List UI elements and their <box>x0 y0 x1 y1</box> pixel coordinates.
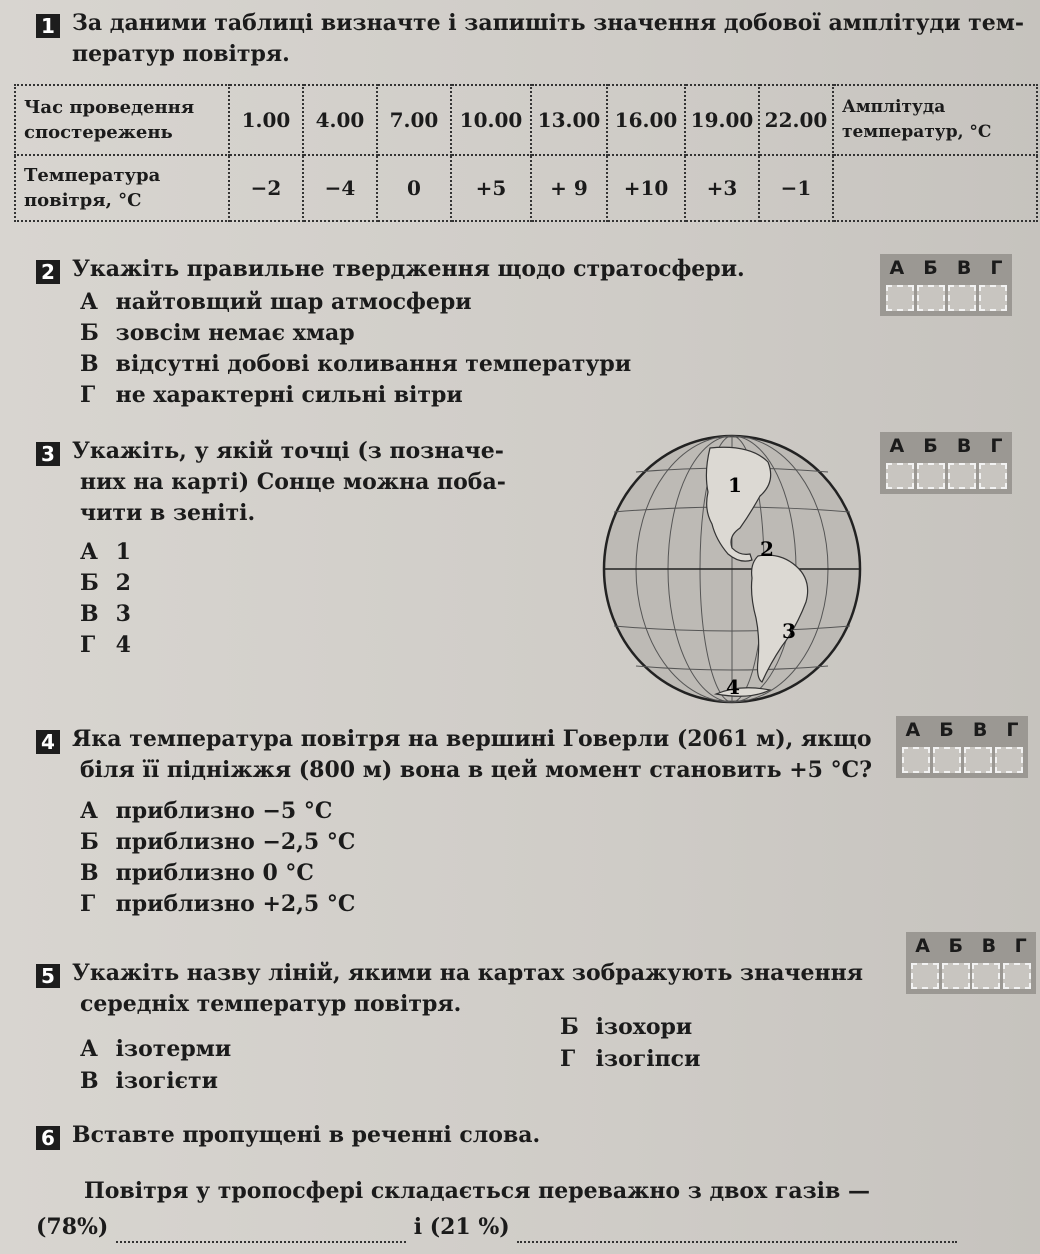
time-cell: 19.00 <box>685 85 759 155</box>
option-a[interactable]: А ізотерми <box>80 1036 232 1062</box>
option-c[interactable]: В приблизно 0 °C <box>80 860 314 886</box>
option-a[interactable]: А приблизно −5 °C <box>80 798 333 824</box>
option-a[interactable]: А найтовщий шар атмосфери <box>80 289 472 315</box>
answer-box-c[interactable] <box>948 285 976 311</box>
time-cell: 10.00 <box>451 85 531 155</box>
option-b[interactable]: Б зовсім немає хмар <box>80 320 355 346</box>
option-b[interactable]: Б 2 <box>80 570 131 596</box>
temp-cell: + 9 <box>531 155 607 221</box>
blank-gas-2[interactable] <box>517 1219 957 1243</box>
time-cell: 22.00 <box>759 85 833 155</box>
table-row-times <box>15 85 1037 155</box>
question-3: 3 Укажіть, у якій точці (з позначе- них на карті) Сонце можна поба- чити в зеніті. А 1 Б 2 В 3 Г 4 <box>36 436 506 661</box>
percent-78: (78%) <box>36 1214 109 1240</box>
question-5: 5 Укажіть назву ліній, якими на картах зображують значення середніх температур повітря. <box>36 958 863 1020</box>
option-d[interactable]: Г ізогіпси <box>560 1046 701 1072</box>
answer-grid-q3: А Б В Г <box>880 432 1012 494</box>
option-d[interactable]: Г приблизно +2,5 °C <box>80 891 356 917</box>
option-d[interactable]: Г не характерні сильні вітри <box>80 382 463 408</box>
temp-cell: −2 <box>229 155 303 221</box>
question-text-cont: ператур повітря. <box>72 41 290 67</box>
option-b[interactable]: Б приблизно −2,5 °C <box>80 829 356 855</box>
question-2 <box>36 254 745 411</box>
temp-cell: −1 <box>759 155 833 221</box>
answer-box-a[interactable] <box>902 747 930 773</box>
table-row-temps <box>15 155 1037 221</box>
question-text: Укажіть правильне твердження щодо стратосфери. <box>72 256 745 282</box>
amplitude-header: Амплітуда температур, °C <box>833 85 1037 155</box>
question-1 <box>36 8 1024 70</box>
map-point-1: 1 <box>728 473 742 497</box>
option-a[interactable]: А 1 <box>80 539 131 565</box>
answer-box-a[interactable] <box>886 285 914 311</box>
answer-box-a[interactable] <box>911 963 939 989</box>
option-c[interactable]: В ізогієти <box>80 1068 218 1094</box>
answer-grid-q5: А Б В Г <box>906 932 1036 994</box>
map-point-4: 4 <box>726 675 740 699</box>
globe-map <box>600 432 864 707</box>
question-number: 5 <box>36 964 60 988</box>
answer-box-d[interactable] <box>979 463 1007 489</box>
sentence-text: Повітря у тропосфері складається переважно з двох газів — <box>84 1178 870 1204</box>
temp-cell: −4 <box>303 155 377 221</box>
question-6 <box>36 1120 540 1151</box>
question-text: Вставте пропущені в реченні слова. <box>72 1122 541 1148</box>
answer-box-b[interactable] <box>942 963 970 989</box>
question-number: 6 <box>36 1126 60 1150</box>
answer-box-d[interactable] <box>979 285 1007 311</box>
question-text: Укажіть назву ліній, якими на картах зображують значення <box>72 960 863 986</box>
answer-box-b[interactable] <box>917 285 945 311</box>
percent-21: і (21 %) <box>413 1214 510 1240</box>
question-number: 1 <box>36 14 60 38</box>
option-c[interactable]: В відсутні добові коливання температури <box>80 351 632 377</box>
temperature-table <box>14 84 1038 222</box>
answer-box-c[interactable] <box>972 963 1000 989</box>
answer-box-b[interactable] <box>933 747 961 773</box>
answer-box-c[interactable] <box>964 747 992 773</box>
temp-cell: +3 <box>685 155 759 221</box>
question-number: 3 <box>36 442 60 466</box>
question-number: 4 <box>36 730 60 754</box>
time-cell: 1.00 <box>229 85 303 155</box>
time-cell: 13.00 <box>531 85 607 155</box>
time-cell: 4.00 <box>303 85 377 155</box>
answer-grid-q2: А Б В Г <box>880 254 1012 316</box>
question-text: За даними таблиці визначте і запишіть значення добової амплітуди тем- <box>72 10 1025 36</box>
fill-in-line <box>36 1212 957 1243</box>
answer-box-d[interactable] <box>1003 963 1031 989</box>
temp-cell: 0 <box>377 155 451 221</box>
map-point-3: 3 <box>782 619 796 643</box>
map-point-2: 2 <box>760 537 774 561</box>
answer-box-d[interactable] <box>995 747 1023 773</box>
answer-box-c[interactable] <box>948 463 976 489</box>
question-text: Яка температура повітря на вершині Говерли (2061 м), якщо <box>72 726 872 752</box>
answer-box-b[interactable] <box>917 463 945 489</box>
option-d[interactable]: Г 4 <box>80 632 131 658</box>
globe-svg <box>600 432 864 707</box>
answer-box-a[interactable] <box>886 463 914 489</box>
temp-cell: +10 <box>607 155 685 221</box>
amplitude-answer-cell[interactable] <box>833 155 1037 221</box>
row-header-time: Час проведення спостережень <box>15 85 229 155</box>
row-header-temp: Температура повітря, °C <box>15 155 229 221</box>
question-text: Укажіть, у якій точці (з позначе- <box>72 438 504 464</box>
time-cell: 7.00 <box>377 85 451 155</box>
answer-grid-q4: А Б В Г <box>896 716 1028 778</box>
option-c[interactable]: В 3 <box>80 601 131 627</box>
question-number: 2 <box>36 260 60 284</box>
option-b[interactable]: Б ізохори <box>560 1014 693 1040</box>
temp-cell: +5 <box>451 155 531 221</box>
question-4: 4 Яка температура повітря на вершині Говерли (2061 м), якщо біля її підніжжя (800 м) вона в цей момент становить +5 °C? А приблизно −5 °C Б приблизно −2,5 °C В приблизно 0 °C Г приблизно +2,5 °C <box>36 724 872 920</box>
blank-gas-1[interactable] <box>116 1219 406 1243</box>
time-cell: 16.00 <box>607 85 685 155</box>
